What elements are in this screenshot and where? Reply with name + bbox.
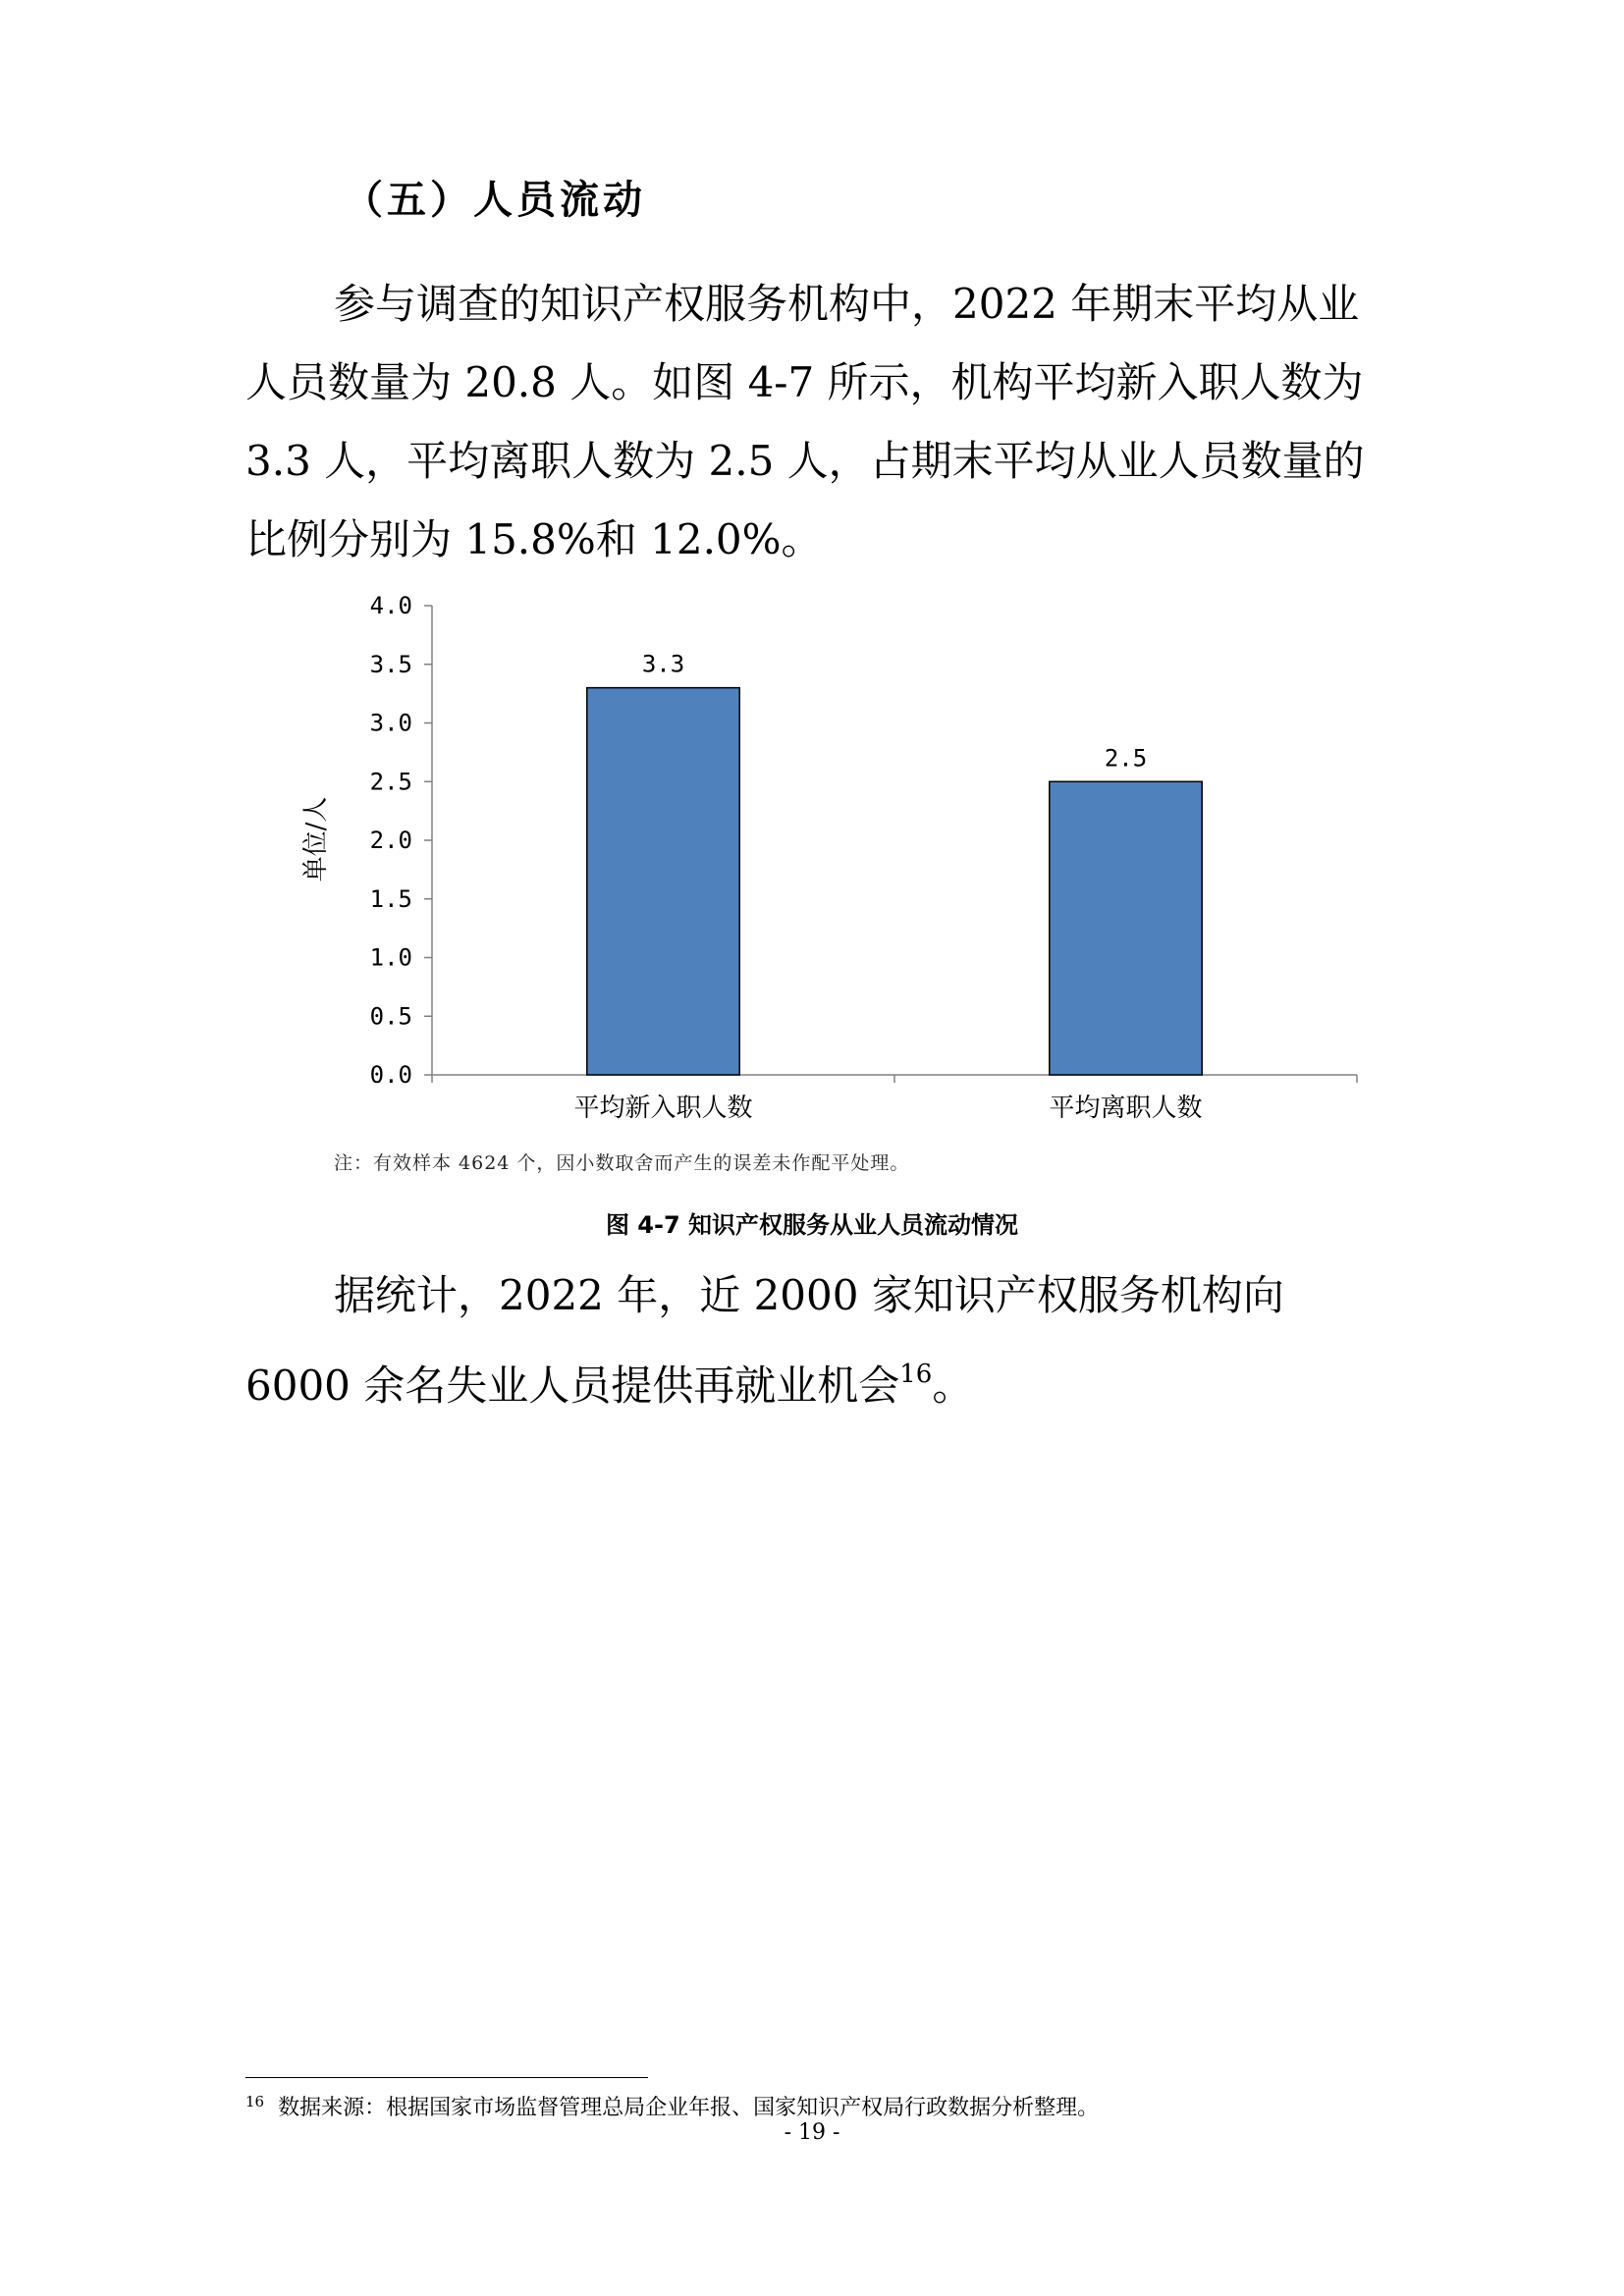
chart-note: 注：有效样本 4624 个，因小数取舍而产生的误差未作配平处理。 <box>334 1152 910 1174</box>
page-number: - 19 - <box>784 2120 840 2145</box>
chart-bar <box>1050 781 1202 1075</box>
chart-y-tick-label: 3.0 <box>369 709 412 737</box>
bar-chart <box>295 584 1375 1163</box>
footnote <box>245 2091 1099 2121</box>
chart-y-tick-label: 1.0 <box>369 943 412 972</box>
chart-y-tick-label: 2.0 <box>369 827 412 854</box>
footnote-marker: 16 <box>245 2093 265 2110</box>
paragraph-1-text: 参与调查的知识产权服务机构中，2022 年期末平均从业人员数量为 20.8 人。如图 4-7 所示，机构平均新入职人数为 3.3 人，平均离职人数为 2.5 人，占期末平均从业人员数量的比例分别为 15.8%和 12.0%。 <box>245 280 1365 563</box>
chart-bar <box>587 688 739 1075</box>
paragraph-2 <box>245 1256 1384 1425</box>
footnote-divider <box>245 2077 648 2078</box>
chart-y-tick-label: 2.5 <box>369 768 412 796</box>
chart-y-tick-label: 0.5 <box>369 1002 412 1031</box>
paragraph-1 <box>245 265 1384 579</box>
footnote-reference: 16 <box>899 1360 933 1389</box>
chart-data-label: 3.3 <box>641 650 685 678</box>
chart-y-tick-label: 3.5 <box>369 650 412 678</box>
paragraph-2-text <box>245 1256 1384 1425</box>
section-heading: （五）人员流动 <box>344 178 646 223</box>
chart-y-tick-label: 4.0 <box>369 592 412 619</box>
chart-y-tick-label: 1.5 <box>369 884 412 913</box>
chart-category-label: 平均新入职人数 <box>573 1094 753 1123</box>
chart-y-axis-label: 单位/人 <box>301 796 331 882</box>
chart-category-label: 平均离职人数 <box>1049 1094 1203 1123</box>
paragraph-2-end: 。 <box>932 1362 974 1410</box>
bar-chart-svg <box>295 584 1375 1163</box>
footnote-text: 数据来源：根据国家市场监督管理总局企业年报、国家知识产权局行政数据分析整理。 <box>278 2096 1100 2120</box>
chart-data-label: 2.5 <box>1104 744 1148 773</box>
figure-caption: 图 4-7 知识产权服务从业人员流动情况 <box>605 1211 1019 1239</box>
chart-y-tick-label: 0.0 <box>369 1061 412 1089</box>
paragraph-2-body: 据统计，2022 年，近 2000 家知识产权服务机构向 6000 余名失业人员提供再就业机会 <box>245 1271 1284 1410</box>
